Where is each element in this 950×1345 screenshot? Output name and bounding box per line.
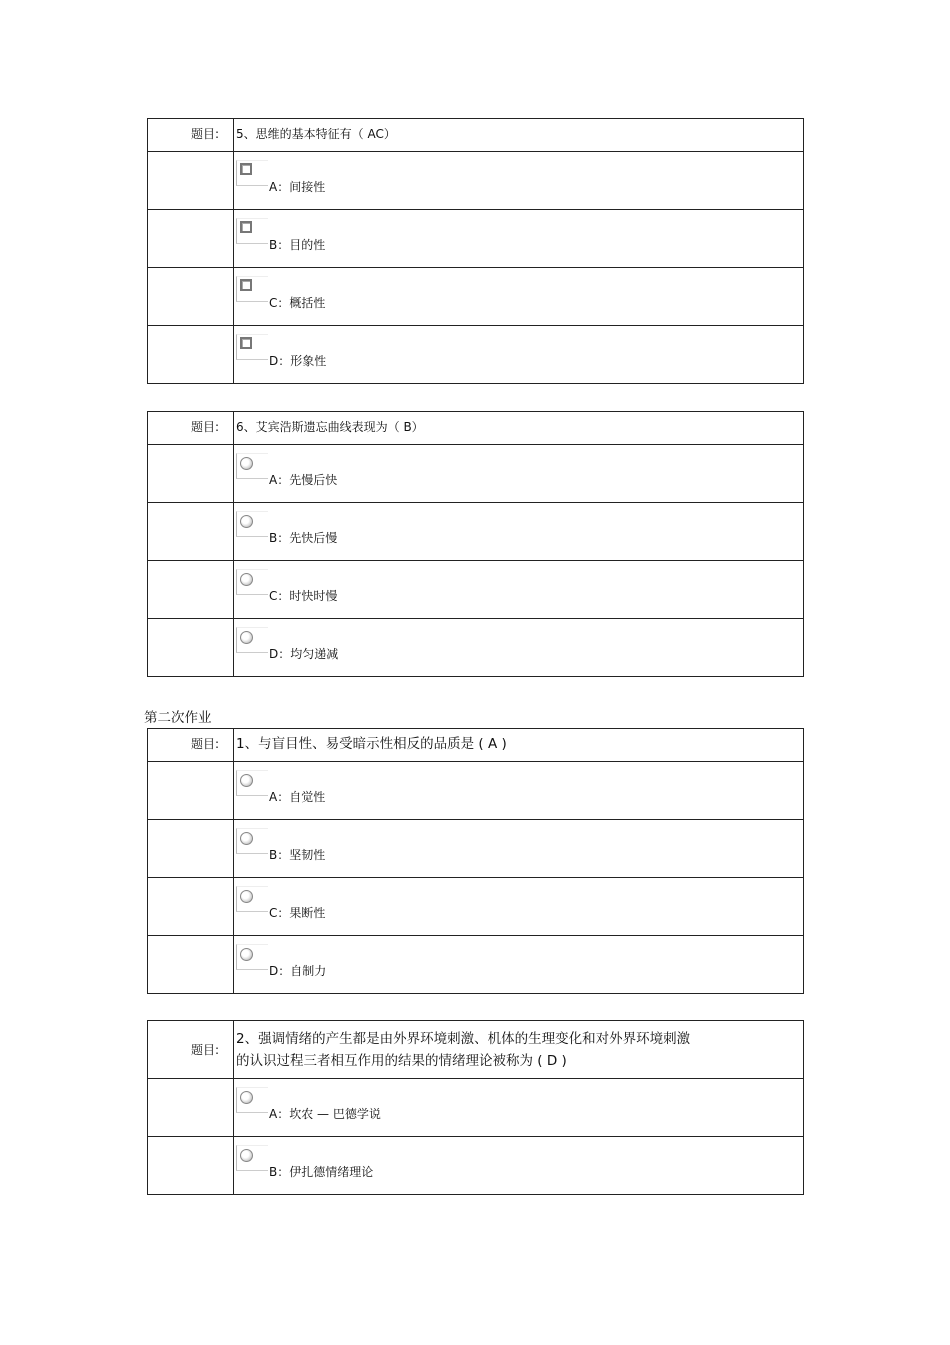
option-label: B：坚韧性 [269,848,326,862]
checkbox-icon [240,163,252,175]
radio-button[interactable] [236,828,268,854]
radio-button[interactable] [236,944,268,970]
checkbox-icon [240,221,252,233]
option-label: D：均匀递减 [269,647,339,661]
option-label: A：坎农 — 巴德学说 [269,1107,381,1121]
question-text: 5、思维的基本特征有（ AC） [236,127,396,141]
question-text [234,1021,803,1072]
radio-button[interactable] [236,886,268,912]
radio-icon [240,948,253,961]
option-label: A：间接性 [269,180,326,194]
radio-icon [240,515,253,528]
option-row [234,445,804,503]
option-row [234,1079,804,1137]
question-label: 题目: [190,1043,219,1057]
question-6-table [147,411,804,677]
question-5-table [147,118,804,384]
option-row [234,762,804,820]
option-label: C：时快时慢 [269,589,338,603]
radio-icon [240,890,253,903]
radio-icon [240,631,253,644]
option-row [234,152,804,210]
radio-icon [240,573,253,586]
option-label: A：先慢后快 [269,473,338,487]
option-label: B：伊扎德情绪理论 [269,1165,374,1179]
option-row [234,210,804,268]
option-label: B：目的性 [269,238,326,252]
question-line: 的认识过程三者相互作用的结果的情绪理论被称为 ( D ) [236,1053,567,1069]
checkbox[interactable] [236,334,268,360]
question-text: 1、与盲目性、易受暗示性相反的品质是 ( A ) [236,736,507,752]
radio-icon [240,457,253,470]
option-label: D：形象性 [269,354,327,368]
radio-button[interactable] [236,569,268,595]
checkbox[interactable] [236,160,268,186]
question-line: 2、强调情绪的产生都是由外界环境刺激、机体的生理变化和对外界环境刺激 [236,1031,691,1047]
option-row [234,878,804,936]
checkbox-icon [240,279,252,291]
radio-icon [240,774,253,787]
radio-icon [240,832,253,845]
option-row [234,326,804,384]
radio-button[interactable] [236,1087,268,1113]
question-label: 题目: [190,127,219,141]
radio-button[interactable] [236,453,268,479]
question-label: 题目: [190,420,219,434]
checkbox[interactable] [236,218,268,244]
radio-button[interactable] [236,511,268,537]
option-row [234,503,804,561]
option-row [234,268,804,326]
question-label: 题目: [190,737,219,751]
assignment2-question-2-table [147,1020,804,1195]
option-label: C：果断性 [269,906,326,920]
option-row [234,820,804,878]
radio-button[interactable] [236,627,268,653]
option-row [234,561,804,619]
radio-icon [240,1149,253,1162]
option-label: A：自觉性 [269,790,326,804]
option-label: C：概括性 [269,296,326,310]
checkbox[interactable] [236,276,268,302]
question-text: 6、艾宾浩斯遗忘曲线表现为（ B） [236,420,424,434]
option-label: B：先快后慢 [269,531,338,545]
option-row [234,936,804,994]
option-row [234,619,804,677]
radio-button[interactable] [236,770,268,796]
option-label: D：自制力 [269,964,327,978]
assignment2-question-1-table [147,728,804,994]
radio-icon [240,1091,253,1104]
radio-button[interactable] [236,1145,268,1171]
section-title: 第二次作业 [144,710,212,726]
checkbox-icon [240,337,252,349]
option-row [234,1137,804,1195]
